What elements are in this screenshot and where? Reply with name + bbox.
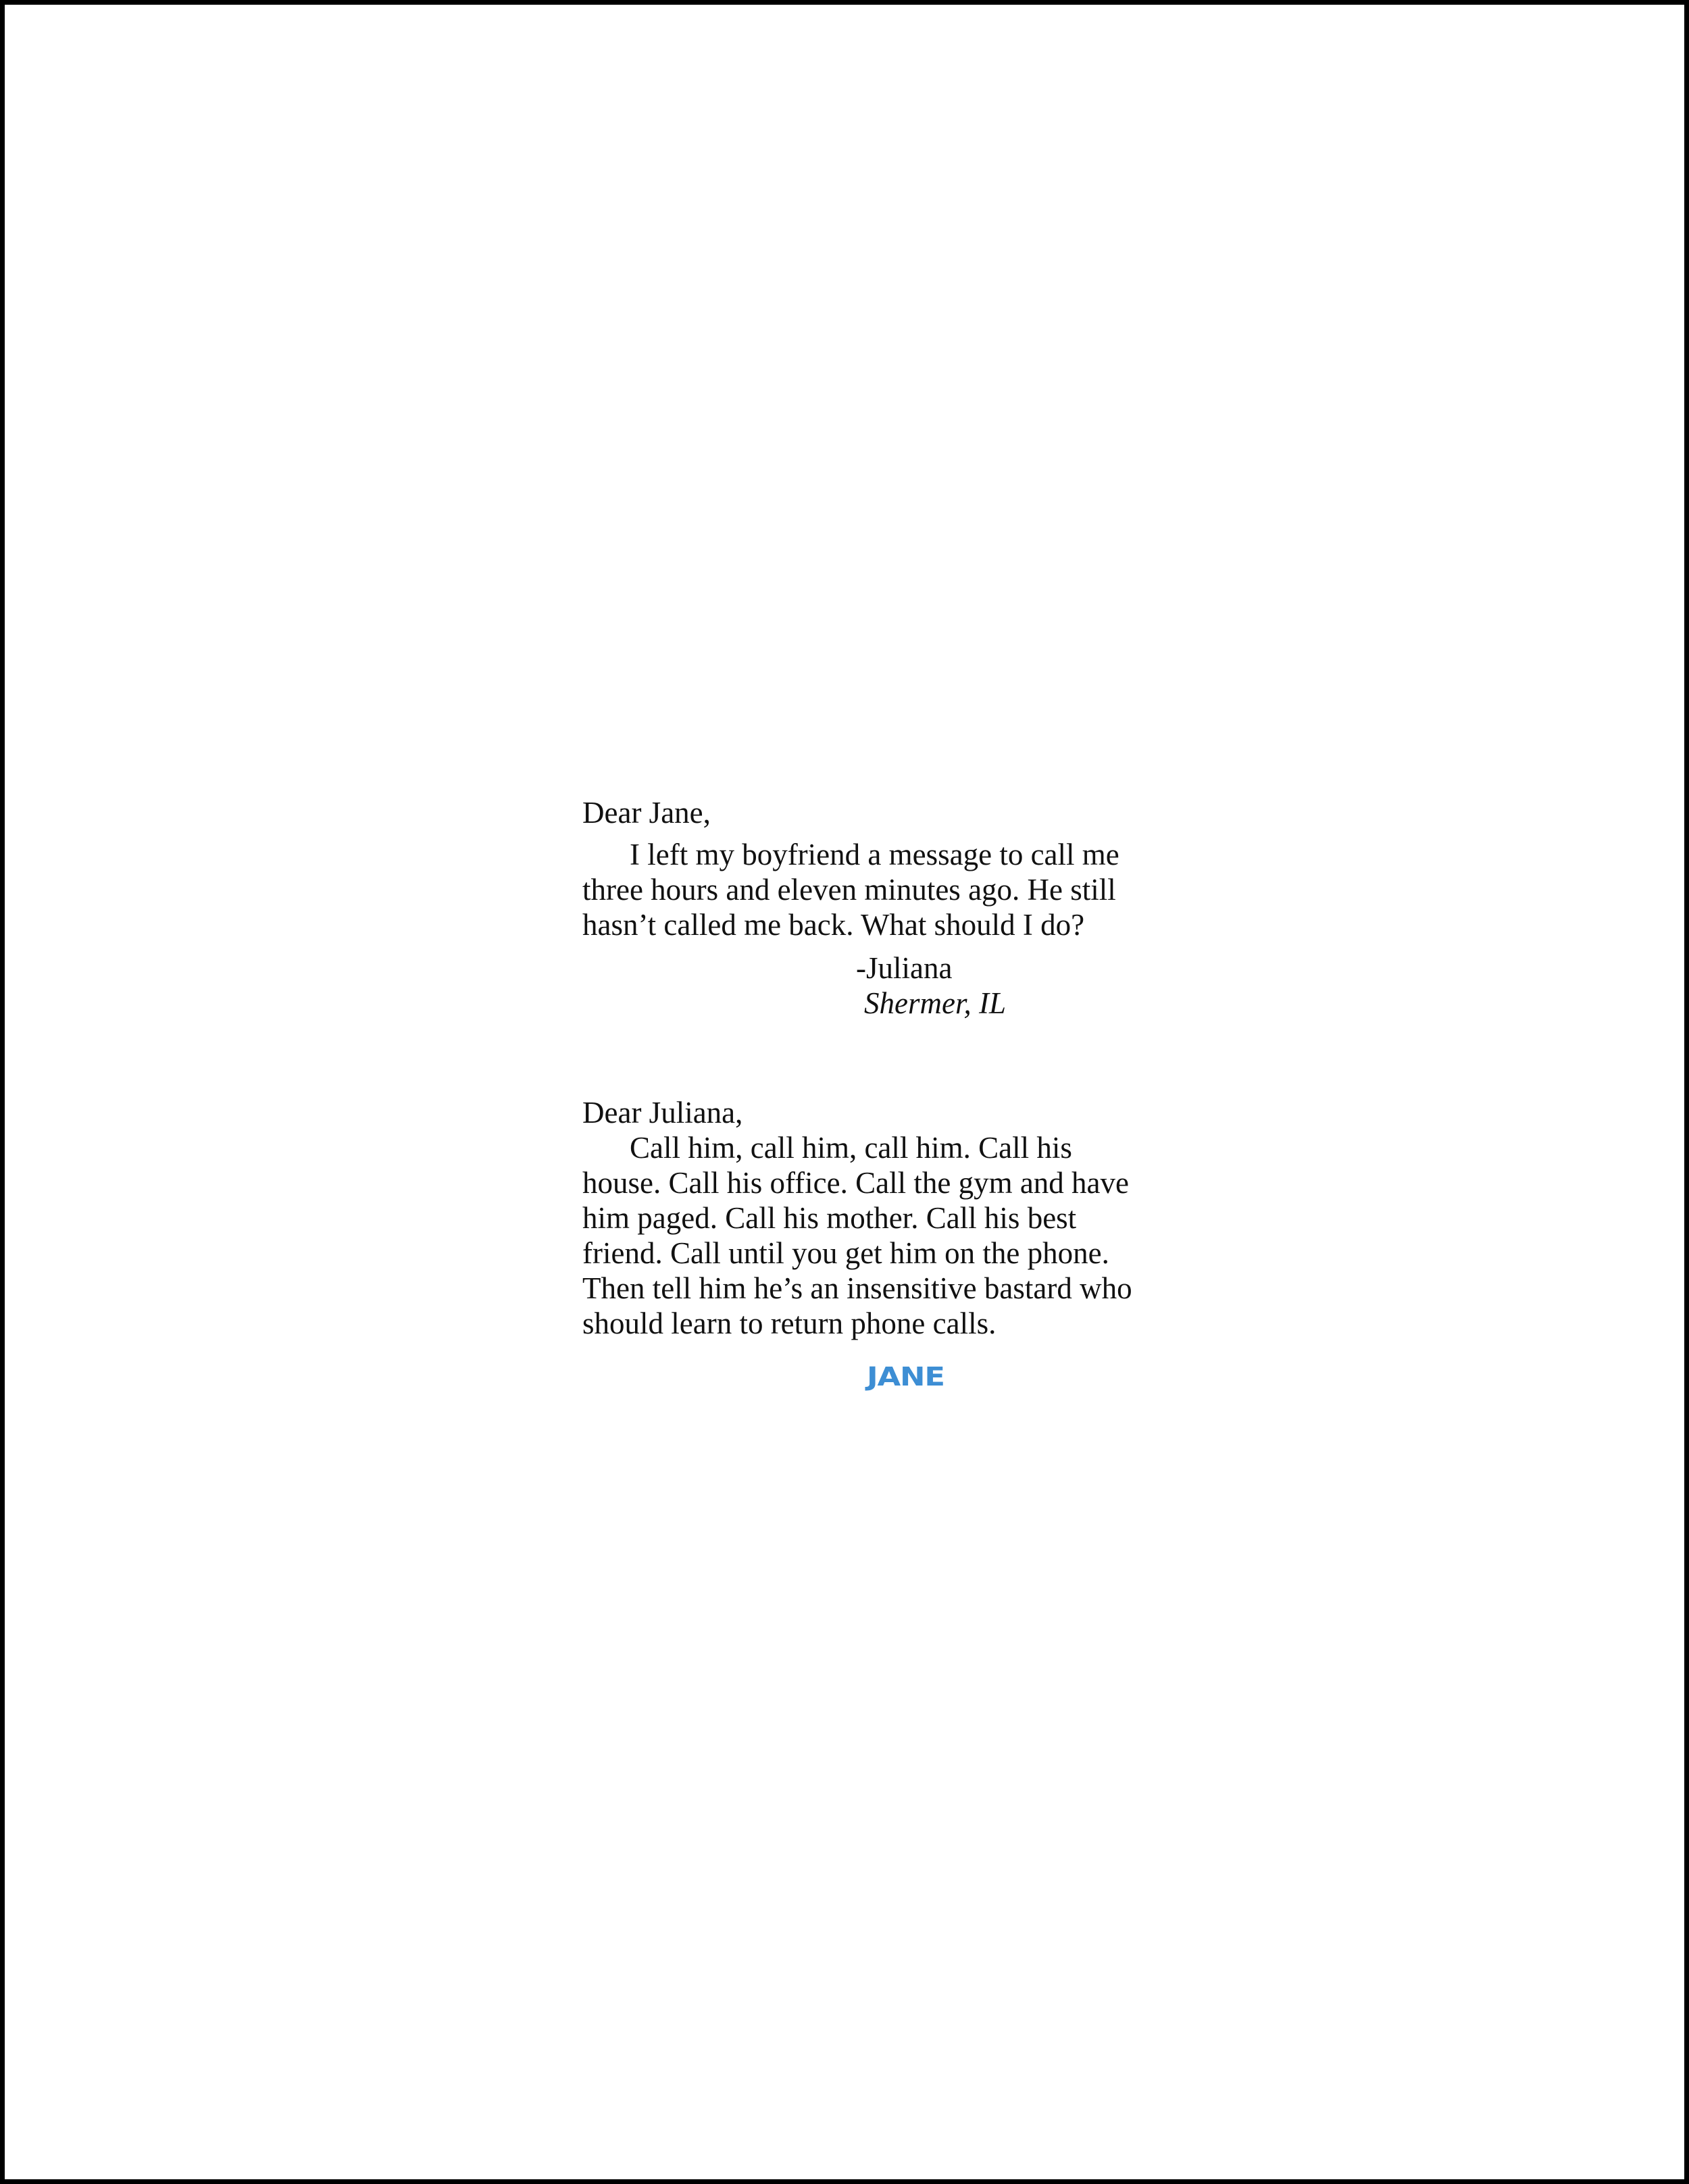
advice-column <box>582 795 1177 1341</box>
letter-line: three hours and eleven minutes ago. He still <box>582 873 1116 907</box>
reply-line: should learn to return phone calls. <box>582 1306 997 1340</box>
reply-line: Then tell him he’s an insensitive bastard who <box>582 1271 1132 1305</box>
letter-line: I left my boyfriend a message to call me <box>630 838 1119 871</box>
letter-salutation: Dear Jane, <box>582 796 711 830</box>
reply-line: house. Call his office. Call the gym and have <box>582 1166 1129 1200</box>
reply-line: friend. Call until you get him on the phone. <box>582 1236 1109 1270</box>
reply-letter <box>582 1095 1177 1341</box>
reply-salutation: Dear Juliana, <box>582 1096 743 1129</box>
reply-line: him paged. Call his mother. Call his best <box>582 1201 1077 1235</box>
letter-signature: -Juliana <box>856 951 953 985</box>
letter-signature-block <box>582 950 1177 1021</box>
letter-location: Shermer, IL <box>864 986 1006 1020</box>
reply-line: Call him, call him, call him. Call his <box>630 1131 1072 1165</box>
jane-logo: JANE <box>867 1362 944 1392</box>
reader-letter <box>582 795 1177 1021</box>
letter-line: hasn’t called me back. What should I do? <box>582 908 1085 942</box>
